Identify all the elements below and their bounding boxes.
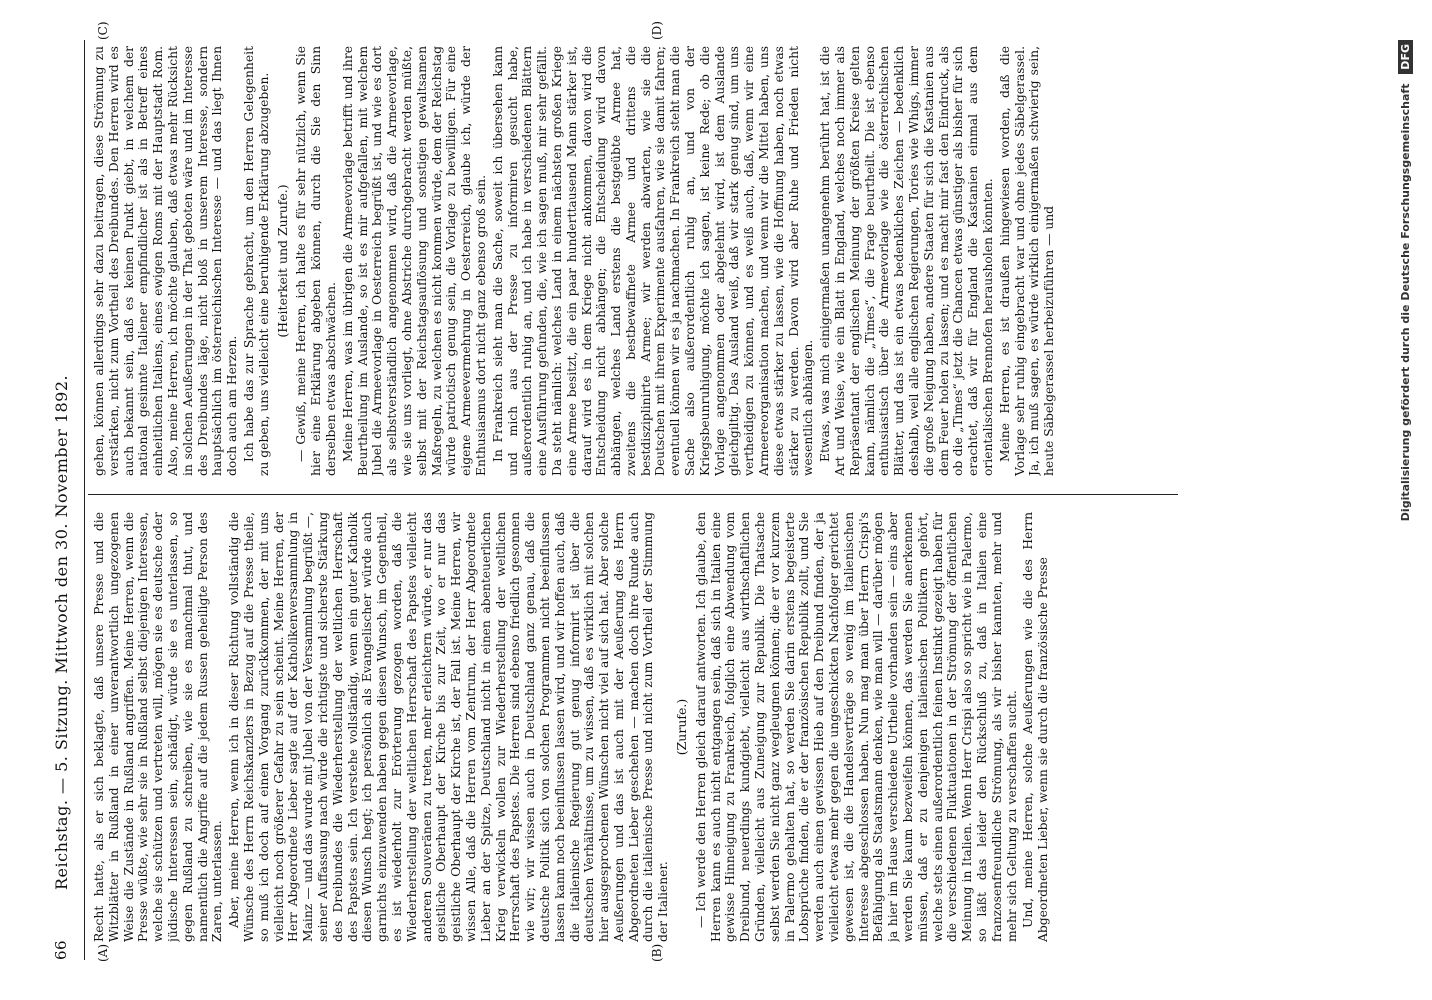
paragraph: — Ich werde den Herren gleich darauf antworten. Ich glaube, den Herren kann es auch nicht entgangen sein, daß sich in Italien eine gewisse Hinneigung zu Frankreich, folglich eine Abwendung vom Dreibund, neuerdings kundgiebt, vielleicht aus wirthschaftlichen Gründen, vielleicht aus Zuneigung zur Republik. Die Thatsache selbst werden Sie nicht ganz wegleugnen können; die er vor kurzem in Palermo gehalten hat, so werden Sie darin erstens begeisterte Lobsprüche finden, die er der französischen Republik zollt, und Sie werden auch einen gewissen Hieb auf den Dreibund finden, der ja vielleicht etwas mehr gegen die ungeschickten Nachfolger gerichtet gewesen ist, die die Handelsverträge so wenig im italienischen Interesse abgeschlossen haben. Nun mag man über Herrn Crispi's Befähigung als Staatsmann denken, wie man will — darüber mögen ja hier im Hause verschiedene Urtheile vorhanden sein — eins aber werden Sie kaum bezweifeln können, das werden Sie anerkennen müssen, daß er zu denjenigen italienischen Politikern gehört, welche stets einen außerordentlich feinen Instinkt gezeigt haben für die verschiedenen Fluktuationen in der Strömung der öffentlichen Meinung in Italien. Wenn Herr Crispi also so spricht wie in Palermo, so läßt das leider den Rückschluß zu, daß in Italien eine franzosenfreundliche Strömung, als wir bisher kannten, mehr und mehr sich Geltung zu verschaffen sucht.	[693, 512, 1019, 942]
paragraph: Und, meine Herren, solche Aeußerungen wie die des Herrn Abgeordneten Lieber, wenn sie durch die französische Presse	[1021, 512, 1051, 942]
paragraph: Meine Herren, was im übrigen die Armeevorlage betrifft und ihre Beurtheilung im Auslande, so ist es mir aufgefallen, mit welchem Jubel die Armeevorlage in Oesterreich begrüßt ist, und wie es dort als selbstverständlich angenommen wird, daß die Armeevorlage, wie sie uns vorliegt, ohne Abstriche durchgebracht werden müßte, selbst mit der Reichstagsauflösung und sonstigen gewaltsamen Maßregeln, zu welchen es nicht kommen würde, dem der Reichstag würde patriotisch genug sein, die Vorlage zu bewilligen. Für eine eigene Armeevermehrung in Oesterreich, glaube ich, würde der Enthusiasmus dort nicht ganz ebenso groß sein.	[340, 46, 488, 476]
paragraph: gehen, können allerdings sehr dazu beitragen, diese Strömung zu verstärken, nicht zum Vortheil des Dreibundes. Den Herren wird es auch bekannt sein, daß es keinen Punkt giebt, in welchem der national gesinnte Italiener empfindlicher ist als in Betreff eines einheitlichen Italiens, eines ewigen Roms mit der Hauptstadt Rom. Also, meine Herren, ich möchte glauben, daß etwas mehr Rücksicht in solchen Aeußerungen in der That geboten wäre und im Interesse des Dreibundes läge, nicht bloß in unserem Interesse, sondern hauptsächlich im österreichischen Interesse — und das liegt Ihnen doch auch am Herzen.	[92, 46, 240, 476]
credit-text: Digitalisierung gefördert durch die Deutsche Forschungsgemeinschaft	[1399, 83, 1412, 522]
margin-marker-d: (D)	[650, 21, 664, 40]
right-column	[92, 46, 1172, 476]
interjection: (Zurufe.)	[674, 698, 690, 756]
paragraph: — Gewiß, meine Herren, ich halte es für sehr nützlich, wenn Sie hier eine Erklärung abgeben können, durch die Sie den Sinn derselben etwas abschwächen.	[294, 46, 338, 476]
page-header	[48, 40, 76, 960]
paragraph: Ich habe das zur Sprache gebracht, um den Herren Gelegenheit zu geben, uns vielleicht eine beruhigende Erklärung abzugeben.	[241, 46, 271, 476]
paragraph: In Frankreich sieht man die Sache, soweit ich übersehen kann und mich aus der Presse zu informiren gesucht habe, außerordentlich ruhig an, und ich habe in verschiedenen Blättern eine Ausführung gefunden, die, wie ich sagen muß, mir sehr gefällt. Da steht nämlich: welches Land in einem nächsten großen Kriege eine Armee besitzt, die ein paar hunderttausend Mann stärker ist, darauf wird es in dem Kriege nicht ankommen, davon wird die Entscheidung nicht abhängen; die Entscheidung wird davon abhängen, welches Land erstens die bestgeübte Armee hat, zweitens die bestbewaffnete Armee und drittens die bestdisziplinirte Armee; wir werden abwarten, wie sie die Deutschen mit ihrem Experimente ausfahren, wie sie damit fahren; eventuell können wir es ja nachmachen. In Frankreich steht man die Sache also außerordentlich ruhig an, und von der Kriegsbeunruhigung, möchte ich sagen, ist keine Rede; ob die Vorlage angenommen oder abgelehnt wird, ist dem Auslande gleichgiltig. Das Ausland weiß, daß wir stark genug sind, um uns vertheidigen zu können, und es weiß auch, daß, wenn wir eine Armeereorganisation machen, und wenn wir die Mittel haben, uns diese etwas stärker zu lassen, wie die Hoffnung haben, noch etwas stärker zu werden. Davon wird aber Ruhe und Frieden nicht wesentlich abhängen.	[490, 46, 816, 476]
left-column	[92, 512, 1172, 942]
dfg-logo: DFG	[1398, 40, 1413, 74]
paragraph: Recht hatte, als er sich beklagte, daß unsere Presse und die Witzblätter in Rußland in einer unverantwortlich ungezogenen Weise die Zustände in Rußland angriffen. Meine Herren, wenn die Presse wüßte, wie sehr sie in Rußland selbst diejenigen Interessen, welche sie schützen und vertreten will, mögen sie es deutsche oder jüdische Interessen sein, schädigt, würde sie es unterlassen, so gegen Rußland zu schreiben, wie sie es manchmal thut, und namentlich die Angriffe auf die jedem Russen geheiligte Person des Zaren, unterlassen.	[92, 512, 225, 942]
page-title: Reichstag. — 5. Sitzung. Mittwoch den 30. November 1892.	[52, 374, 71, 890]
margin-marker-a: (A)	[96, 943, 110, 962]
paragraph: Meine Herren, es ist draußen hingewiesen worden, daß die Vorlage sehr ruhig eingebracht war und ohne jedes Säbelgerassel. Ja, ich muß sagen, es würde wirklich einigermaßen schwierig sein, heute Säbelgerassel herbeizuführen — und	[997, 46, 1057, 476]
digitization-credit	[1398, 40, 1418, 960]
paragraph: Etwas, was mich einigermaßen unangenehm berührt hat, ist die Art und Weise, wie ein Blatt in England, welches noch immer als Repräsentant der englischen Meinung der größten Kreise gelten kann, nämlich die „Times“, die Frage beurtheilt. Die ist ebenso enthusiastisch über die Armeevorlage wie die österreichischen Blätter, und das ist ein etwas bedenkliches Zeichen — bedenklich deshalb, weil alle englischen Regierungen, Tories wie Whigs, immer die große Neigung haben, andere Staaten für sich die Kastanien aus dem Feuer holen zu lassen; und es macht mir fast den Eindruck, als ob die „Times“ jetzt die Chancen etwas günstiger als bisher für sich erachtet, daß wir für England die Kastanien einmal aus dem orientalischen Brennofen herausholen könnten.	[818, 46, 996, 476]
page-number: 66	[52, 939, 70, 960]
paragraph: Aber, meine Herren, wenn ich in dieser Richtung vollständig die Wünsche des Herrn Reichskanzlers in Bezug auf die Presse theile, so muß ich doch auf einen Vorgang zurückkommen, der mit uns vielleicht noch größerer Gefahr zu sein scheint. Meine Herren, der Herr Abgeordnete Lieber sagte auf der Katholikenversammlung in Mainz — und das wurde mit Jubel von der Versammlung begrüßt —, seiner Auffassung nach würde die richtigste und sicherste Stärkung des Dreibundes die Wiederherstellung der weltlichen Herrschaft des Papstes sein. Ich verstehe vollständig, wenn ein guter Katholik diesen Wunsch hegt; ich persönlich als Evangelischer würde auch garnichts einzuwenden haben gegen diesen Wunsch, im Gegentheil, es ist wiederholt zur Erörterung gezogen worden, daß die Wiederherstellung der weltlichen Herrschaft des Papstes vielleicht anderen Souveränen zu treten, mehr erleichtern würde, er nur das geistliche Oberhaupt der Kirche bis zur Zeit, wo er nur das geistliche Oberhaupt der Kirche ist, der Fall ist. Meine Herren, wir wissen Alle, daß die Herren vom Zentrum, der Herr Abgeordnete Lieber an der Spitze, Deutschland nicht in einen abenteuerlichen Krieg verwickeln wollen zur Wiederherstellung der weltlichen Herrschaft des Papstes. Die Herren sind ebenso friedlich gesonnen wie wir; wir wissen auch in Deutschland ganz genau, daß die deutsche Politik sich von solchen Programmen nicht beeinflussen lassen kann noch beeinflussen lassen wird, und wir hoffen auch, daß die italienische Regierung gut genug informirt ist über die deutschen Verhältnisse, um zu wissen, daß es wirklich mit solchen hier ausgesprochenen Wünschen nicht viel auf sich hat. Aber solche Aeußerungen und das ist auch mit der Aeußerung des Herrn Abgeordneten Lieber geschehen — machen doch ihre Runde auch durch die italienische Presse und nicht zum Vortheil der Stimmung der Italiener.	[227, 512, 671, 942]
header-rule	[84, 40, 85, 960]
column-divider	[88, 494, 1178, 495]
margin-marker-b: (B)	[650, 943, 664, 962]
interjection: (Heiterkeit und Zurufe.)	[274, 184, 290, 338]
margin-marker-c: (C)	[96, 21, 110, 40]
